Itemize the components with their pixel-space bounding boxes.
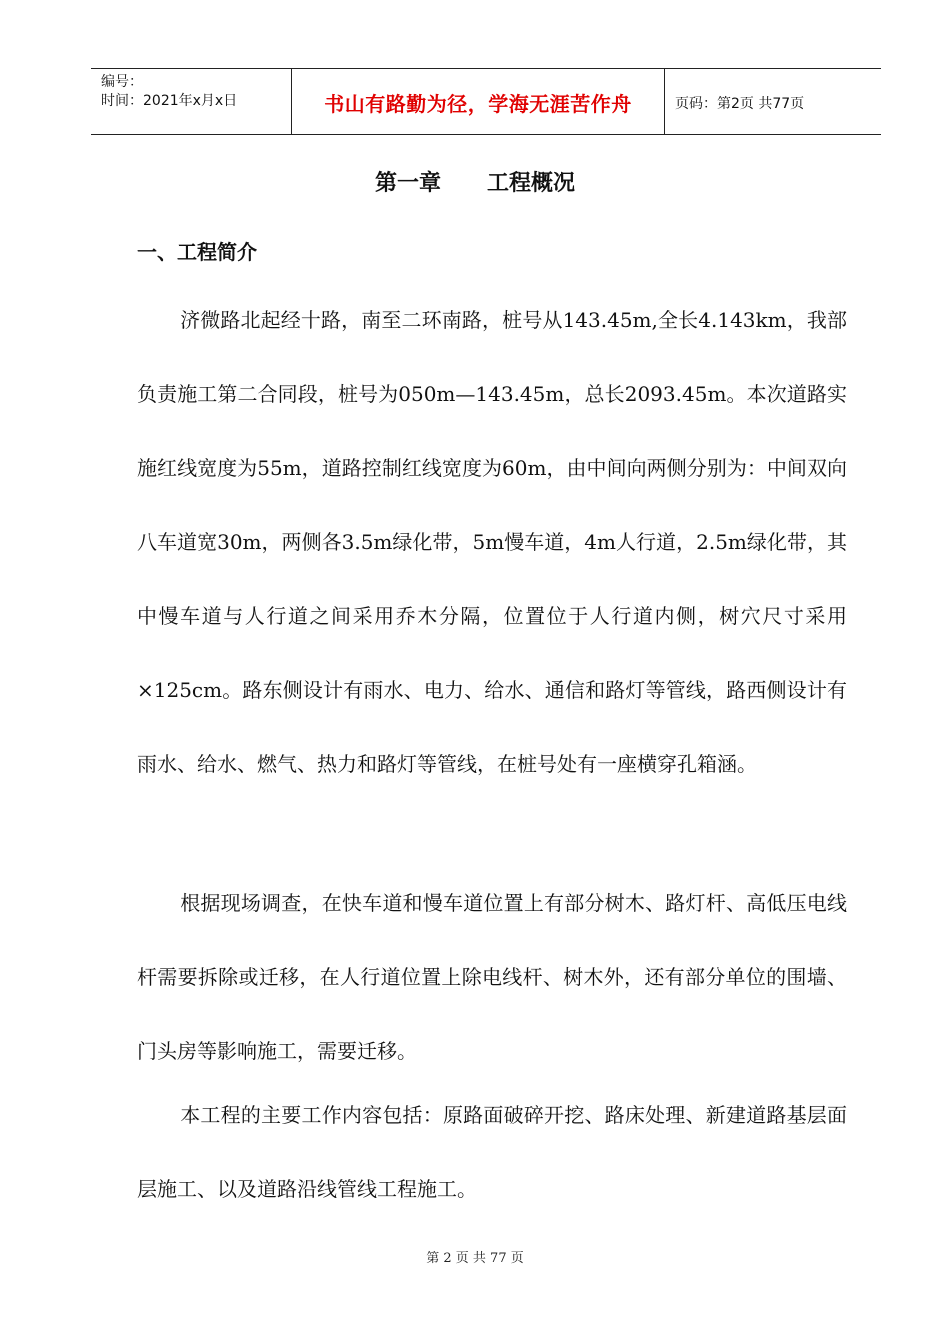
page-header (91, 68, 881, 135)
section-title: 一、工程简介 (137, 240, 257, 264)
paragraph-text: 本工程的主要工作内容包括：原路面破碎开挖、路床处理、新建道路基层面层施工、以及道路沿线管线工程施工。 (137, 1103, 847, 1201)
paragraph-1 (137, 283, 847, 801)
time-label: 时间：2021年x月x日 (101, 93, 238, 109)
header-motto: 书山有路勤为径，学海无涯苦作舟 (292, 69, 665, 134)
header-meta (91, 69, 292, 134)
header-page-info: 页码：第2页 共77页 (675, 95, 805, 112)
chapter-title: 第一章 工程概况 (375, 171, 575, 196)
paragraph-2 (137, 866, 847, 1088)
paragraph-3 (137, 1078, 847, 1226)
paragraph-text: 济微路北起经十路，南至二环南路，桩号从143.45m,全长4.143km，我部负责施工第二合同段，桩号为050m—143.45m，总长2093.45m。本次道路实施红线宽度为55m，道路控制红线宽度为60m，由中间向两侧分别为：中间双向八车道宽30m，两侧各3.5m绿化带，5m慢车道，4m人行道，2.5m绿化带，其中慢车道与人行道之间采用乔木分隔，位置位于人行道内侧，树穴尺寸采用×125cm。路东侧设计有雨水、电力、给水、通信和路灯等管线，路西侧设计有雨水、给水、燃气、热力和路灯等管线，在桩号处有一座横穿孔箱涵。 (137, 308, 847, 776)
paragraph-text: 根据现场调查，在快车道和慢车道位置上有部分树木、路灯杆、高低压电线杆需要拆除或迁移，在人行道位置上除电线杆、树木外，还有部分单位的围墙、门头房等影响施工，需要迁移。 (137, 891, 847, 1063)
number-label: 编号： (101, 74, 143, 90)
page-footer: 第 2 页 共 77 页 (426, 1251, 524, 1266)
